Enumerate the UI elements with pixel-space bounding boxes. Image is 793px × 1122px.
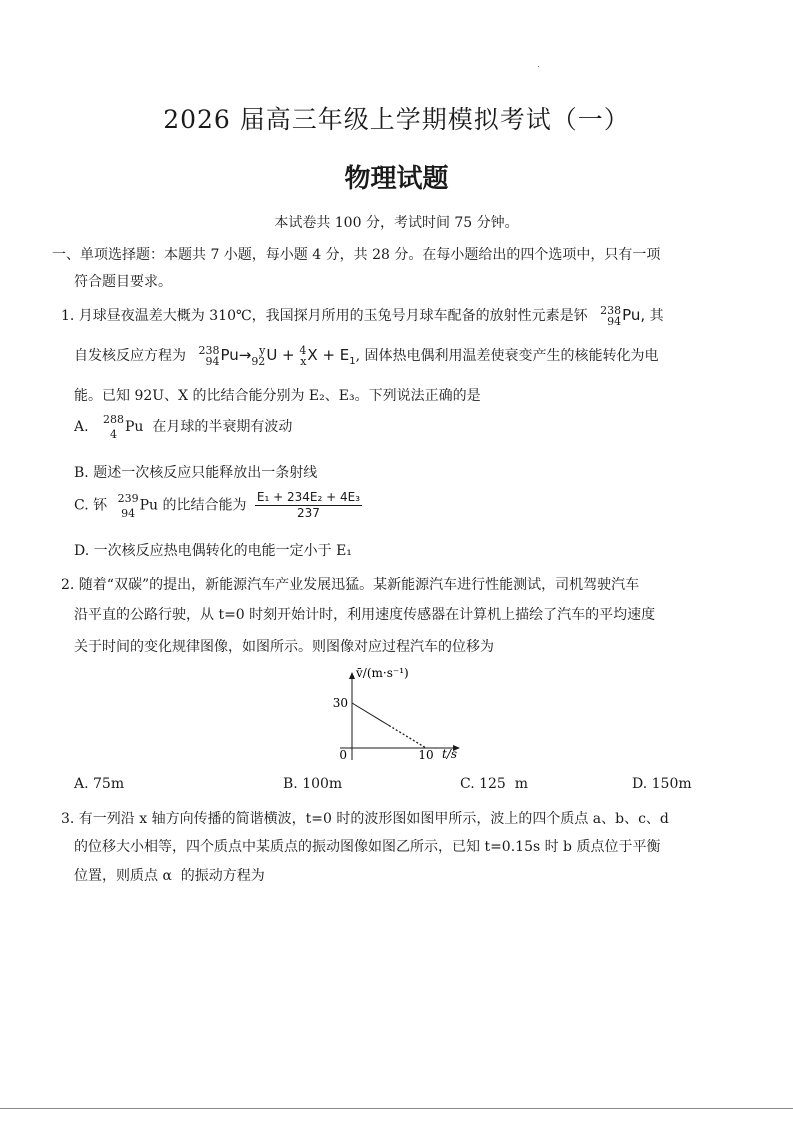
section-heading-line2: 符合题目要求。 <box>74 274 172 290</box>
q1-eq-x-isotope <box>299 345 306 367</box>
q1-eq-x: X + E <box>307 346 350 364</box>
exam-title: 2026 届高三年级上学期模拟考试（一） <box>163 105 630 134</box>
q1-line1-tail: 其 <box>649 308 664 324</box>
series-dashed-line <box>389 726 426 749</box>
q1-option-c <box>74 490 366 521</box>
q1-option-a-isotope <box>103 412 124 442</box>
q1-option-c-isotope <box>118 491 139 521</box>
q1-eq-u-mass: y <box>259 344 266 357</box>
q1-pu-mass: 238 <box>600 304 622 317</box>
q1-line1-text: 1. 月球昼夜温差大概为 310℃，我国探月所用的玉兔号月球车配备的放射性元素是钚 <box>61 308 588 324</box>
y-tick-label-30: 30 <box>332 696 348 710</box>
section-heading-line1: 一、单项选择题：本题共 7 小题，每小题 4 分，共 28 分。在每小题给出的四个选项中，只有一项 <box>52 247 661 263</box>
q1-option-a-text: Pu 在月球的半衰期有波动 <box>125 419 293 435</box>
exam-note: 本试卷共 100 分，考试时间 75 分钟。 <box>274 215 519 231</box>
q1-line2-tail: , 固体热电偶利用温差使衰变产生的核能转化为电 <box>355 348 659 364</box>
q2-line2: 沿平直的公路行驶，从 t=0 时刻开始计时，利用速度传感器在计算机上描绘了汽车的平均速度 <box>74 607 656 623</box>
q1-line2-prefix: 自发核反应方程为 <box>74 348 186 364</box>
origin-label: 0 <box>339 748 347 762</box>
q2-option-b: B. 100m <box>283 776 343 792</box>
q1-eq-x-mass: 4 <box>299 344 307 357</box>
y-axis-arrow <box>349 672 355 679</box>
q1-line1 <box>61 305 664 327</box>
q1-eq-pu-atomic: 94 <box>205 355 220 368</box>
q1-option-c-denominator: 237 <box>297 506 320 520</box>
q1-option-c-mass: 239 <box>117 491 139 505</box>
q1-eq-pu-mass: 238 <box>198 344 220 357</box>
q1-eq-e-sub: 1 <box>349 355 356 367</box>
page-bottom-rule <box>0 1108 793 1109</box>
series-solid-line <box>352 703 389 726</box>
q1-eq-u: U + <box>266 346 300 364</box>
subject-title: 物理试题 <box>344 164 449 194</box>
y-axis-label: v̄/(m·s⁻¹) <box>356 666 409 680</box>
q1-pu-isotope <box>600 305 621 327</box>
q1-option-c-label: C. 钚 <box>74 497 108 514</box>
q1-pu-atomic: 94 <box>607 315 622 328</box>
q1-option-b: B. 题述一次核反应只能释放出一条射线 <box>74 465 318 481</box>
q1-eq-x-atomic: x <box>300 355 307 368</box>
x-tick-label-10: 10 <box>418 748 434 762</box>
q2-option-a: A. 75m <box>74 776 125 792</box>
q2-option-d: D. 150m <box>632 776 692 792</box>
q1-line2 <box>74 345 659 367</box>
scan-speck <box>538 66 539 67</box>
q1-eq-pu-isotope <box>198 345 219 367</box>
q1-option-a-atomic: 4 <box>110 428 118 441</box>
q1-line3: 能。已知 92U、X 的比结合能分别为 E₂、E₃。下列说法正确的是 <box>74 388 481 404</box>
q1-option-c-text: Pu 的比结合能为 <box>139 497 247 514</box>
q1-eq-u-atomic: 92 <box>251 355 266 368</box>
q2-line3: 关于时间的变化规律图像，如图所示。则图像对应过程汽车的位移为 <box>74 639 494 655</box>
velocity-time-chart <box>320 662 470 764</box>
x-axis-label: t/s <box>442 747 458 761</box>
q1-pu-symbol: Pu, <box>622 306 646 324</box>
q1-option-c-fraction <box>255 490 362 521</box>
q1-eq-pu: Pu→ <box>220 346 252 364</box>
q2-line1: 2. 随着“双碳”的提出，新能源汽车产业发展迅猛。某新能源汽车进行性能测试，司机驾驶汽车 <box>61 577 640 593</box>
q1-option-a-label: A. <box>74 419 89 435</box>
q1-option-c-numerator: E₁ + 234E₂ + 4E₃ <box>256 490 361 504</box>
q1-option-a <box>74 412 292 442</box>
q1-option-c-atomic: 94 <box>121 506 136 520</box>
q3-line3: 位置，则质点 α 的振动方程为 <box>74 868 265 884</box>
q2-option-c: C. 125 m <box>460 776 529 792</box>
q1-option-d: D. 一次核反应热电偶转化的电能一定小于 E₁ <box>74 543 352 559</box>
q3-line1: 3. 有一列沿 x 轴方向传播的简谐横波，t=0 时的波形图如图甲所示，波上的四个质点 a、b、c、d <box>61 811 669 827</box>
q1-option-a-mass: 288 <box>103 413 125 426</box>
q1-eq-u-isotope <box>251 345 265 367</box>
q3-line2: 的位移大小相等，四个质点中某质点的振动图像如图乙所示，已知 t=0.15s 时 b 质点位于平衡 <box>74 839 661 855</box>
